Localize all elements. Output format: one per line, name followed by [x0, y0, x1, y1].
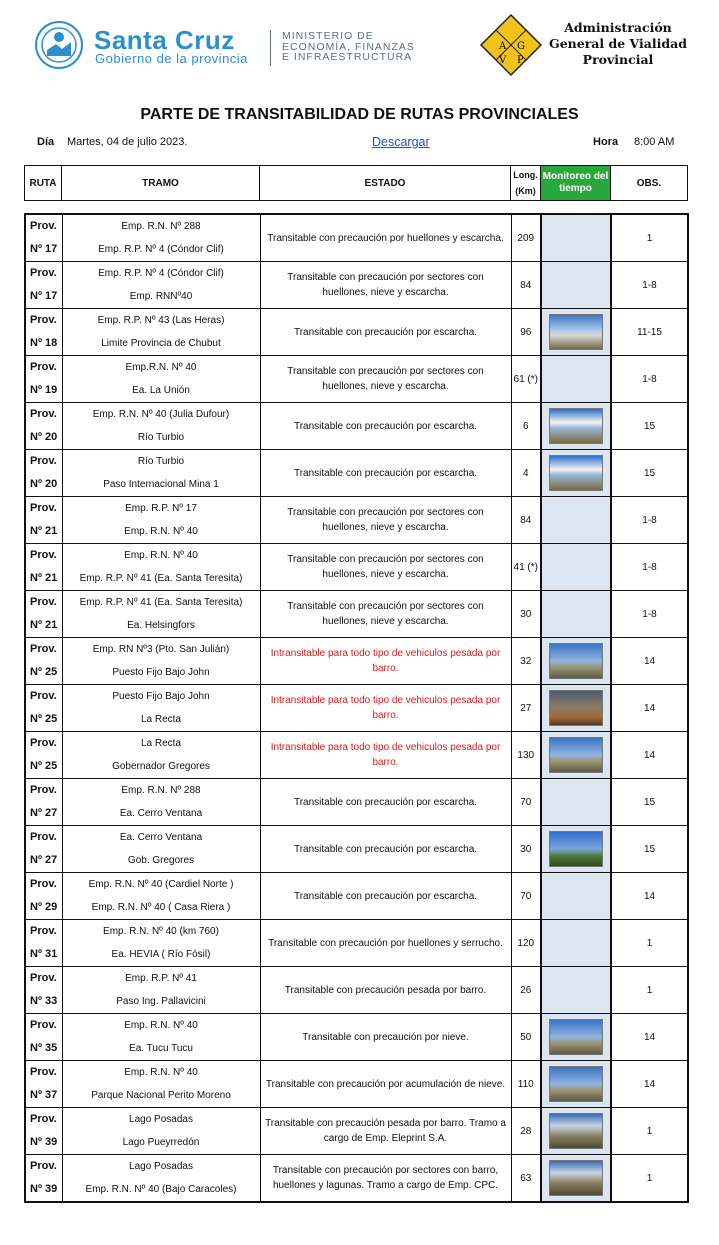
weather-photo[interactable]: [549, 314, 603, 350]
estado-cell: Transitable con precaución por huellones y escarcha.: [260, 214, 511, 262]
monitoreo-cell: [541, 779, 611, 826]
day-label: Día: [37, 136, 55, 148]
obs-cell: 14: [611, 638, 688, 685]
obs-cell: 1-8: [611, 544, 688, 591]
monitoreo-cell: [541, 403, 611, 450]
weather-photo[interactable]: [549, 737, 603, 773]
route-cell: Prov. Nº 37: [25, 1061, 62, 1108]
santa-cruz-shield-icon: [34, 20, 84, 70]
table-row: [25, 920, 688, 967]
route-cell: Prov. Nº 17: [25, 262, 62, 309]
estado-cell: Intransitable para todo tipo de vehiculos pesada por barro.: [260, 732, 511, 779]
route-cell: Prov. Nº 17: [25, 214, 62, 262]
obs-cell: 15: [611, 779, 688, 826]
table-row: [25, 1155, 688, 1203]
route-cell: Prov. Nº 29: [25, 873, 62, 920]
route-cell: Prov. Nº 31: [25, 920, 62, 967]
tramo-cell: Emp. RN Nº3 (Pto. San Julián) Puesto Fijo Bajo John: [62, 638, 260, 685]
estado-cell: Transitable con precaución por sectores con huellones, nieve y escarcha.: [260, 497, 511, 544]
monitoreo-cell: [541, 544, 611, 591]
long-cell: 61 (*): [511, 356, 541, 403]
route-cell: Prov. Nº 25: [25, 638, 62, 685]
agvp-letter-p: P: [517, 55, 524, 66]
estado-cell: Transitable con precaución por sectores con huellones, nieve y escarcha.: [260, 262, 511, 309]
monitoreo-cell: [541, 1108, 611, 1155]
obs-cell: 14: [611, 873, 688, 920]
long-cell: 70: [511, 873, 541, 920]
santa-cruz-name: Santa Cruz: [94, 25, 235, 55]
table-row: [25, 779, 688, 826]
table-row: [25, 214, 688, 262]
table-row: [25, 356, 688, 403]
obs-cell: 1-8: [611, 356, 688, 403]
long-cell: 4: [511, 450, 541, 497]
route-cell: Prov. Nº 25: [25, 685, 62, 732]
header-divider: [270, 30, 271, 66]
route-cell: Prov. Nº 25: [25, 732, 62, 779]
day-value: Martes, 04 de julio 2023.: [67, 136, 188, 148]
long-cell: 209: [511, 214, 541, 262]
weather-photo[interactable]: [549, 455, 603, 491]
estado-cell: Transitable con precaución por escarcha.: [260, 450, 511, 497]
agvp-letter-v: V: [499, 55, 507, 66]
table-row: [25, 826, 688, 873]
tramo-cell: Emp. R.P. Nº 4 (Cóndor Clif) Emp. RNNº40: [62, 262, 260, 309]
obs-cell: 1-8: [611, 591, 688, 638]
table-row: [25, 262, 688, 309]
long-cell: 30: [511, 591, 541, 638]
obs-cell: 14: [611, 1061, 688, 1108]
hour-label: Hora: [593, 136, 619, 148]
obs-cell: 14: [611, 1014, 688, 1061]
monitoreo-cell: [541, 309, 611, 356]
estado-cell: Transitable con precaución por escarcha.: [260, 826, 511, 873]
obs-cell: 15: [611, 826, 688, 873]
route-cell: Prov. Nº 20: [25, 450, 62, 497]
weather-photo[interactable]: [549, 831, 603, 867]
tramo-cell: Emp. R.N. Nº 40 (Cardiel Norte ) Emp. R.N. Nº 40 ( Casa Riera ): [62, 873, 260, 920]
route-cell: Prov. Nº 39: [25, 1155, 62, 1203]
long-cell: 26: [511, 967, 541, 1014]
estado-cell: Transitable con precaución pesada por barro.: [260, 967, 511, 1014]
tramo-cell: Ea. Cerro Ventana Gob. Gregores: [62, 826, 260, 873]
long-cell: 63: [511, 1155, 541, 1203]
weather-photo[interactable]: [549, 1113, 603, 1149]
estado-cell: Transitable con precaución por sectores con huellones, nieve y escarcha.: [260, 591, 511, 638]
table-header: [24, 165, 688, 201]
tramo-cell: Río Turbio Paso Internacional Mina 1: [62, 450, 260, 497]
table-row: [25, 638, 688, 685]
table-row: [25, 732, 688, 779]
route-cell: Prov. Nº 27: [25, 826, 62, 873]
obs-cell: 14: [611, 685, 688, 732]
estado-cell: Transitable con precaución por escarcha.: [260, 403, 511, 450]
monitoreo-cell: [541, 826, 611, 873]
route-cell: Prov. Nº 21: [25, 591, 62, 638]
agency-name: Administración General de Vialidad Provincial: [549, 20, 687, 67]
table-row: [25, 497, 688, 544]
tramo-cell: La Recta Gobernador Gregores: [62, 732, 260, 779]
obs-cell: 14: [611, 732, 688, 779]
long-cell: 41 (*): [511, 544, 541, 591]
table-row: [25, 1061, 688, 1108]
estado-cell: Transitable con precaución por escarcha.: [260, 779, 511, 826]
agvp-logo-icon: [479, 13, 543, 77]
monitoreo-cell: [541, 732, 611, 779]
tramo-cell: Emp. R.P. Nº 43 (Las Heras) Limite Provincia de Chubut: [62, 309, 260, 356]
weather-photo[interactable]: [549, 643, 603, 679]
obs-cell: 1: [611, 214, 688, 262]
obs-cell: 1: [611, 1108, 688, 1155]
monitoreo-cell: [541, 262, 611, 309]
table-row: [25, 1108, 688, 1155]
table-row: [25, 873, 688, 920]
tramo-cell: Emp. R.N. Nº 40 Emp. R.P. Nº 41 (Ea. Santa Teresita): [62, 544, 260, 591]
report-title: PARTE DE TRANSITABILIDAD DE RUTAS PROVINCIALES: [140, 106, 579, 123]
estado-cell: Transitable con precaución por nieve.: [260, 1014, 511, 1061]
route-cell: Prov. Nº 21: [25, 497, 62, 544]
tramo-cell: Emp. R.N. Nº 40 Parque Nacional Perito Moreno: [62, 1061, 260, 1108]
estado-cell: Intransitable para todo tipo de vehiculos pesada por barro.: [260, 638, 511, 685]
route-cell: Prov. Nº 39: [25, 1108, 62, 1155]
weather-photo[interactable]: [549, 1066, 603, 1102]
table-row: [25, 309, 688, 356]
tramo-cell: Emp. R.N. Nº 288 Emp. R.P. Nº 4 (Cóndor Clif): [62, 214, 260, 262]
long-cell: 32: [511, 638, 541, 685]
route-cell: Prov. Nº 33: [25, 967, 62, 1014]
monitoreo-cell: [541, 591, 611, 638]
estado-cell: Transitable con precaución por acumulación de nieve.: [260, 1061, 511, 1108]
long-cell: 50: [511, 1014, 541, 1061]
long-cell: 28: [511, 1108, 541, 1155]
obs-cell: 11-15: [611, 309, 688, 356]
estado-cell: Transitable con precaución pesada por barro. Tramo a cargo de Emp. Eleprint S.A.: [260, 1108, 511, 1155]
estado-cell: Transitable con precaución por sectores con huellones, nieve y escarcha.: [260, 356, 511, 403]
route-cell: Prov. Nº 35: [25, 1014, 62, 1061]
tramo-cell: Emp. R.P. Nº 41 (Ea. Santa Teresita) Ea. Helsingfors: [62, 591, 260, 638]
long-cell: 110: [511, 1061, 541, 1108]
download-link[interactable]: Descargar: [372, 135, 430, 149]
long-cell: 30: [511, 826, 541, 873]
tramo-cell: Emp. R.P. Nº 17 Emp. R.N. Nº 40: [62, 497, 260, 544]
weather-photo[interactable]: [549, 690, 603, 726]
long-cell: 6: [511, 403, 541, 450]
route-cell: Prov. Nº 20: [25, 403, 62, 450]
table-row: [25, 685, 688, 732]
tramo-cell: Lago Posadas Emp. R.N. Nº 40 (Bajo Caracoles): [62, 1155, 260, 1203]
agvp-letter-g: G: [517, 41, 525, 52]
col-estado: ESTADO: [260, 166, 511, 201]
estado-cell: Intransitable para todo tipo de vehiculos pesada por barro.: [260, 685, 511, 732]
agvp-letter-a: A: [499, 41, 507, 52]
col-obs: OBS.: [611, 166, 688, 201]
monitoreo-cell: [541, 497, 611, 544]
monitoreo-cell: [541, 873, 611, 920]
estado-cell: Transitable con precaución por huellones y serrucho.: [260, 920, 511, 967]
long-cell: 84: [511, 497, 541, 544]
obs-cell: 15: [611, 403, 688, 450]
routes-table: [24, 213, 689, 1203]
obs-cell: 1: [611, 967, 688, 1014]
long-cell: 130: [511, 732, 541, 779]
tramo-cell: Emp. R.N. Nº 40 (km 760) Ea. HEVIA ( Río Fósil): [62, 920, 260, 967]
page-header: [0, 0, 719, 85]
estado-cell: Transitable con precaución por escarcha.: [260, 309, 511, 356]
col-monitoreo: Monitoreo del tiempo: [541, 166, 611, 201]
ministry-name: MINISTERIO DE ECONOMÍA, FINANZAS E INFRAESTRUCTURA: [282, 30, 415, 63]
long-cell: 84: [511, 262, 541, 309]
estado-cell: Transitable con precaución por sectores con huellones, nieve y escarcha.: [260, 544, 511, 591]
table-row: [25, 591, 688, 638]
route-cell: Prov. Nº 19: [25, 356, 62, 403]
santa-cruz-subtitle: Gobierno de la provincia: [95, 51, 248, 66]
col-long: Long. (Km): [511, 166, 541, 201]
monitoreo-cell: [541, 920, 611, 967]
table-row: [25, 403, 688, 450]
long-cell: 27: [511, 685, 541, 732]
hour-value: 8:00 AM: [634, 136, 675, 148]
route-cell: Prov. Nº 27: [25, 779, 62, 826]
tramo-cell: Puesto Fijo Bajo John La Recta: [62, 685, 260, 732]
long-cell: 96: [511, 309, 541, 356]
weather-photo[interactable]: [549, 1019, 603, 1055]
weather-photo[interactable]: [549, 1160, 603, 1196]
monitoreo-cell: [541, 638, 611, 685]
obs-cell: 1-8: [611, 262, 688, 309]
route-cell: Prov. Nº 21: [25, 544, 62, 591]
monitoreo-cell: [541, 1155, 611, 1203]
estado-cell: Transitable con precaución por escarcha.: [260, 873, 511, 920]
obs-cell: 1: [611, 1155, 688, 1203]
table-row: [25, 967, 688, 1014]
table-row: [25, 544, 688, 591]
monitoreo-cell: [541, 356, 611, 403]
monitoreo-cell: [541, 967, 611, 1014]
monitoreo-cell: [541, 1014, 611, 1061]
col-tramo: TRAMO: [62, 166, 260, 201]
long-cell: 120: [511, 920, 541, 967]
route-cell: Prov. Nº 18: [25, 309, 62, 356]
obs-cell: 15: [611, 450, 688, 497]
table-row: [25, 1014, 688, 1061]
tramo-cell: Emp.R.N. Nº 40 Ea. La Unión: [62, 356, 260, 403]
tramo-cell: Emp. R.P. Nº 41 Paso Ing. Pallavicini: [62, 967, 260, 1014]
tramo-cell: Emp. R.N. Nº 288 Ea. Cerro Ventana: [62, 779, 260, 826]
obs-cell: 1-8: [611, 497, 688, 544]
monitoreo-cell: [541, 1061, 611, 1108]
col-ruta: RUTA: [25, 166, 62, 201]
tramo-cell: Lago Posadas Lago Pueyrredón: [62, 1108, 260, 1155]
weather-photo[interactable]: [549, 408, 603, 444]
long-cell: 70: [511, 779, 541, 826]
monitoreo-cell: [541, 685, 611, 732]
table-row: [25, 450, 688, 497]
obs-cell: 1: [611, 920, 688, 967]
tramo-cell: Emp. R.N. Nº 40 Ea. Tucu Tucu: [62, 1014, 260, 1061]
monitoreo-cell: [541, 450, 611, 497]
monitoreo-cell: [541, 214, 611, 262]
estado-cell: Transitable con precaución por sectores con barro, huellones y lagunas. Tramo a cargo de Emp. CPC.: [260, 1155, 511, 1203]
tramo-cell: Emp. R.N. Nº 40 (Julia Dufour) Río Turbio: [62, 403, 260, 450]
